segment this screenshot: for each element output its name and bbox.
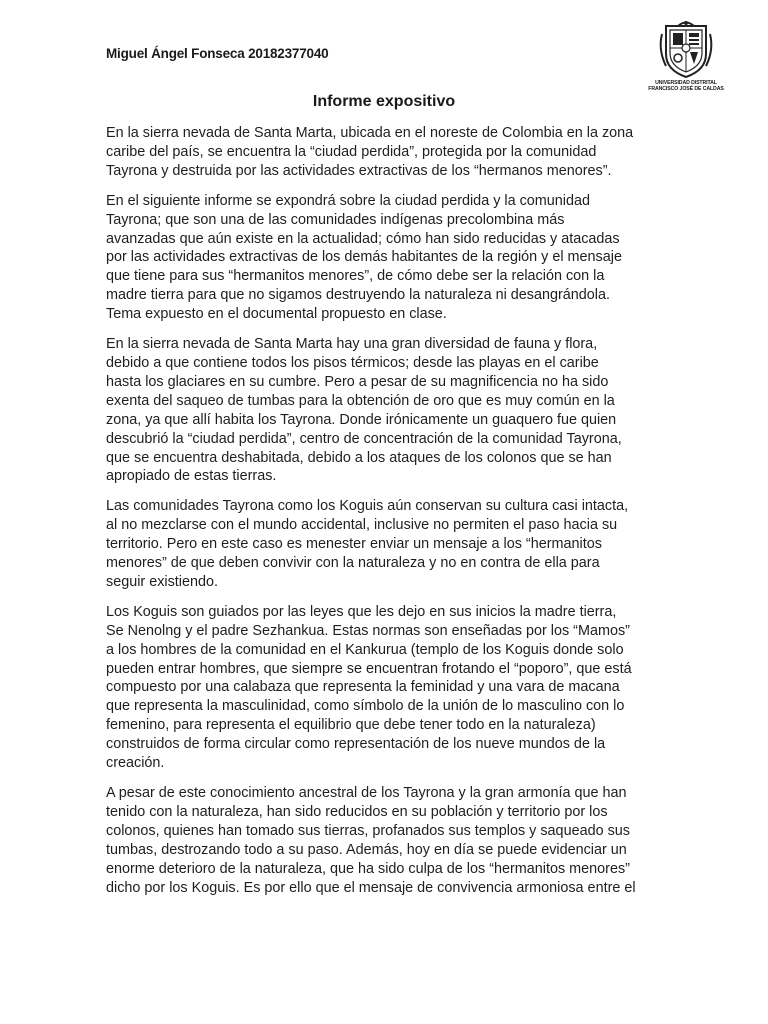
paragraph-3: En la sierra nevada de Santa Marta hay una gran diversidad de fauna y flora, debido a que contiene todos los pisos térmicos; desde las playas en el caribe hasta los glaciares en su cumbre. Pero a pesar de su magnificencia no ha sido exenta del saqueo de tumbas para la obtención de oro que es muy común en la zona, ya que allí habita los Tayrona. Donde irónicamente un guaquero fue quien descubrió la “ciudad perdida”, centro de concentración de la comunidad Tayrona, que se encuentra deshabitada, debido a los ataques de los colonos que se han apropiado de estas tierras.: [106, 336, 622, 485]
logo-line-1: UNIVERSIDAD DISTRITAL: [655, 80, 717, 86]
paragraph-6: A pesar de este conocimiento ancestral de los Tayrona y la gran armonía que han tenido con la naturaleza, han sido reducidos en su población y territorio por los colonos, quienes han tomado sus tierras, profanados sus templos y saqueado sus tumbas, destrozando todo a su paso. Además, hoy en día se puede evidenciar un enorme deterioro de la naturaleza, que ha sido culpa de los “hermanitos menores” dicho por los Koguis. Es por ello que el mensaje de convivencia armoniosa entre el: [106, 785, 636, 896]
paragraph-4: Las comunidades Tayrona como los Koguis aún conservan su cultura casi intacta, al no mezclarse con el mundo accidental, inclusive no permiten el paso hacia su territorio. Pero en este caso es menester enviar un mensaje a los “hermanitos menores” de que deben convivir con la naturaleza y no en contra de ella para seguir existiendo.: [106, 498, 629, 590]
document-body: [106, 124, 672, 908]
author-line: Miguel Ángel Fonseca 20182377040: [106, 46, 329, 61]
paragraph-2: En el siguiente informe se expondrá sobre la ciudad perdida y la comunidad Tayrona; que son una de las comunidades indígenas precolombina más avanzadas que aún existe en la actualidad; cómo han sido reducidas y atacadas por las actividades extractivas de los demás habitantes de la región y el mensaje que tiene para sus “hermanitos menores”, de cómo debe ser la relación con la madre tierra para que no sigamos destruyendo la naturaleza ni desangrándola. Tema expuesto en el documental propuesto en clase.: [106, 192, 622, 323]
paragraph-5: Los Koguis son guiados por las leyes que les dejo en sus inicios la madre tierra, Se Nenolng y el padre Sezhankua. Estas normas son enseñadas por los “Mamos” a los hombres de la comunidad en el Kankurua (templo de los Koguis donde solo pueden entrar hombres, que siempre se encuentran frotando el “poporo”, que está compuesto por una calabaza que representa la feminidad y una vara de macana que representa la masculinidad, como símbolo de la unión de lo masculino con lo femenino, para representa el equilibrio que debe tener todo en la naturaleza) construidos de forma circular como representación de los nueve mundos de la creación.: [106, 603, 632, 772]
paragraph-1: En la sierra nevada de Santa Marta, ubicada en el noreste de Colombia en la zona caribe del país, se encuentra la “ciudad perdida”, protegida por la comunidad Tayrona y destruida por las actividades extractivas de los “hermanos menores”.: [106, 125, 634, 179]
university-logo: [644, 20, 728, 92]
logo-line-2: FRANCISCO JOSÉ DE CALDAS: [648, 86, 724, 92]
university-crest-icon: [656, 20, 716, 80]
document-title: Informe expositivo: [312, 93, 456, 110]
